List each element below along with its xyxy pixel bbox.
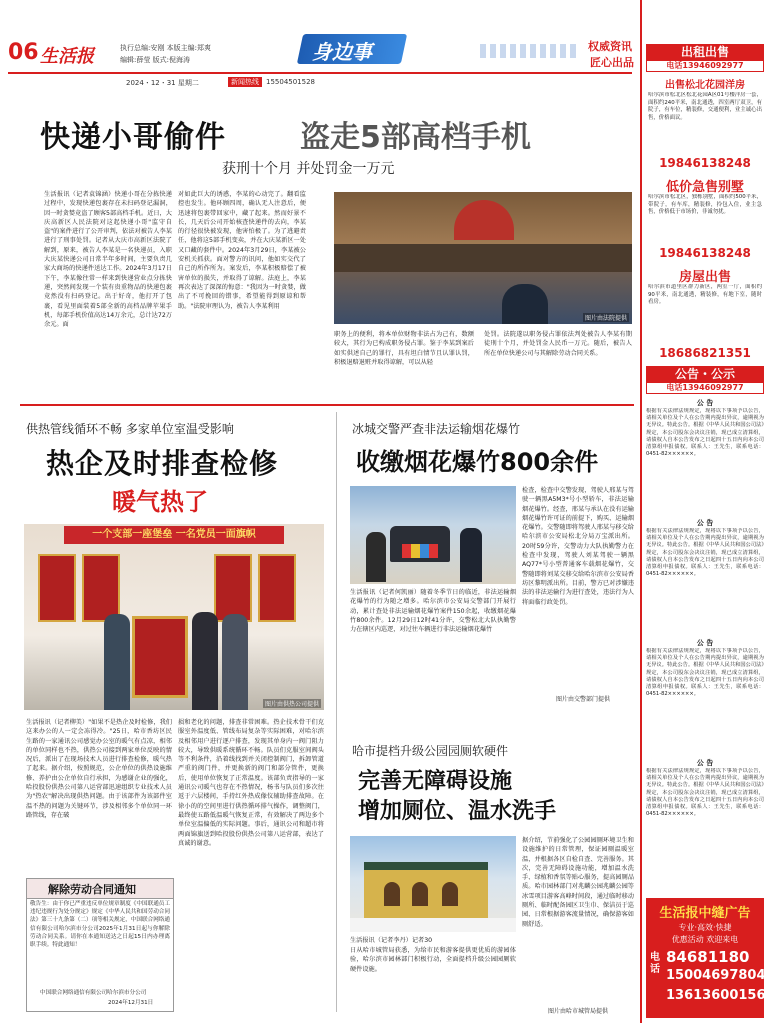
story3-kicker: 冰城交警严查非法运输烟花爆竹 xyxy=(352,422,521,436)
ad-big-1: 生活报中缝广告 xyxy=(659,906,751,921)
rent-head: 出租出售 xyxy=(646,44,764,60)
notice-label-2: 公 告 xyxy=(696,519,714,527)
pennant-1 xyxy=(38,554,76,622)
house-phone: 18686821351 xyxy=(659,346,751,360)
hotline-number: 15504501528 xyxy=(266,78,315,86)
story1-col1: 生活报讯（记者袁锦涵）快递小哥在分拣快递过程中，发现快递包裹存在未扫码登记漏洞，因一时贪婪竟盗了顾客5部高档手机。近日，大庆高新区人民法院对这起快递小哥"监守自盗"的案件进行了公开审判，依法对被告人李某进行了刑事处罚。记者从大庆市高新区法院了解到，原来，被告人李某是一名快递员，入职大庆某快递公司日常半年多时间，主要负责几家大商场的快递件送达工作。2024年3月17日下午，李某像往常一样来到快递营业点分拣快递，突然间发现一个装有贵重物品的快递包裹竟然没有扫码登记。出于好奇，他打开了包裹，看见里面装着5部全新的高档品牌苹果手机，每部手机价值高达14万余元，总计达72万余元。面 xyxy=(44,191,172,329)
restroom-door-2 xyxy=(412,882,428,906)
story4-title-2: 增加厕位、温水洗手 xyxy=(358,799,557,824)
restroom-door-1 xyxy=(384,882,400,906)
worker-figure-2 xyxy=(192,612,218,710)
header-rule xyxy=(8,72,632,74)
notice-body-3: 根据有关法律法规规定，现将以下事项予以公告，请相关单位及个人在公告期内提出异议，逾期视为无异议。特此公告。根据《中华人民共和国公司法》规定，本公司股东会决议注销，现已成立清算组，请债权人自本公告发布之日起四十五日内向本公司清算组申报债权。联系人：王先生，联系电话：0451-82××××××。 xyxy=(646,648,764,698)
pennant-2 xyxy=(82,554,120,622)
worker-figure-3 xyxy=(222,614,248,710)
story3-title: 收缴烟花爆竹800余件 xyxy=(356,448,599,476)
story4-photo-caption: 图片由哈市城管局提供 xyxy=(548,1008,609,1015)
officer-figure xyxy=(366,532,386,582)
notice-label-4: 公 告 xyxy=(696,759,714,767)
pennant-3 xyxy=(214,554,252,622)
story1-col3: 职务上的便利，将本单位财物非法占为己有，数额较大，其行为已构成职务侵占罪。鉴于李某到案后如实供述自己的罪行，具有坦白情节且认罪认罚，积极退赔退赃并取得谅解，可以从轻 xyxy=(334,331,474,366)
judge-bench xyxy=(334,244,632,272)
divider-story1 xyxy=(20,404,634,406)
snow-ground xyxy=(350,918,516,932)
sidebar-divider xyxy=(640,0,642,1023)
story2-title-1: 热企及时排查检修 xyxy=(46,447,279,480)
notice-label-3: 公 告 xyxy=(696,639,714,647)
story4-lead: 生活报讯（记者李丹）记者30 xyxy=(350,937,433,944)
notice-label-1: 公 告 xyxy=(696,399,714,407)
house-body: 哈尔滨市道里区群力新区，两室一厅，面积约90平米，南北通透，精装修，有地下室，随时看房。 xyxy=(648,284,762,306)
ad-phone-3: 13613600156 xyxy=(666,988,766,1003)
story1-col2: 对如此巨大的诱惑，李某的心动完了。翻看监控也发生。他环顾四周，确认无人注意后，便迅速将包裹带回家中，藏了起来。然而好景不长，几天后公司开始核查快递件的去向，李某的行径很快被发现，他害怕极了。为了逃避责任，他将这5部手机变卖，并在大庆某新区一处又口藏的套件中。2024年3月29日，李某被公安机关抓获。面对警方的讯问，他如实交代了自己的所作所为。案发后，李某积极赔偿了被害单位的损失，并取得了谅解。法庭上，李某再次表达了深深的悔意："我因为一时贪婪，做出了不可挽回的错事，希望能得到原谅和帮助。"法院审理认为，被告人李某利用 xyxy=(178,191,306,310)
pennant-4 xyxy=(258,554,296,622)
story1-title-black: 快递小哥偷件 xyxy=(40,120,226,155)
notice-body: 敬告生：由于你已严重违反单位规章制度《中国联通员工违纪违规行为处分规定》规定《中华人民共和国劳动合同法》第三十九条第（二）项等相关规定，中国联合网络通信有限公司哈尔滨市分公司2025年1月31日起与你解除劳动合同关系。请你在本通知送达之日起15日内办理离职手续。特此通知！ xyxy=(30,901,170,949)
story1-subtitle: 获刑十个月 并处罚金一万元 xyxy=(222,161,395,177)
party-banner: 一个支部一座堡垒 一名党员一面旗帜 xyxy=(64,526,284,544)
editor-info: 执行总编:安刚 本版主编:郑爽 xyxy=(120,44,211,52)
low-head: 低价急售别墅 xyxy=(665,180,744,195)
page-number: 06 xyxy=(8,40,39,65)
notice-body-2: 根据有关法律法规规定，现将以下事项予以公告，请相关单位及个人在公告期内提出异议，逾期视为无异议。特此公告。根据《中华人民共和国公司法》规定，本公司股东会决议注销，现已成立清算组，请债权人自本公告发布之日起四十五日内向本公司清算组申报债权。联系人：王先生，联系电话：0451-82××××××。 xyxy=(646,528,764,578)
story2-kicker: 供热管线循环不畅 多家单位室温受影响 xyxy=(26,422,234,436)
ad-phone-2: 15004697804 xyxy=(666,968,766,983)
low-phone: 19846138248 xyxy=(659,246,751,260)
column-divider xyxy=(336,412,337,1012)
story3-photo-caption: 图片由交警部门提供 xyxy=(556,696,611,703)
heating-photo xyxy=(24,524,324,710)
story4-col2: 据介绍，节前强化了公园园厕环境卫生和设施维护的日常管理，保证园厕温暖室温，并根据各区自检自查、完善服务。其次，完善无障碍设施功能，增加温水洗手、绿植和香氛等贴心服务，提高园厕品质。哈市园林部门对兆麟公园兆麟公园等冰雪项目游客高峰时间段，通过临时移动厕所、临时配备园区卫生巾、保洁员于巡园、日常根据游客流量情况，确保游客如厕舒适。 xyxy=(522,837,634,928)
officer-figure-2 xyxy=(460,528,482,582)
house-head: 房屋出售 xyxy=(678,270,731,285)
notice-body-4: 根据有关法律法规规定，现将以下事项予以公告，请相关单位及个人在公告期内提出异议，逾期视为无异议。特此公告。根据《中华人民共和国公司法》规定，本公司股东会决议注销，现已成立清算组，请债权人自本公告发布之日起四十五日内向本公司清算组申报债权。联系人：王先生，联系电话：0451-82××××××。 xyxy=(646,768,764,818)
story2-col1: 生活报讯（记者柳美）"如果不是热企及时检修，我们这来办公的人一定会冻得冷。"25日，哈市香坊区民生路的一家通讯公司感觉办公室的暖气有点凉，相邻的单位同样也不热，供热公司接到两家单位反映的情况后，派出了在现场技术人员进行排查检修，暖气热了起来。据介绍，按照规范，公企单位的供热设施维修、养护由公企单位自行承担，为感谢企业的强化，哈投股份供热公司第八运营部迅速组织专业技术人员为"热农"解决出现供热问题。由于该部件为该部件室温不热的问题为关键环节，涉及相邻多个单位同一环路管线，存在破 xyxy=(26,719,172,819)
notice-head: 公告・公示 xyxy=(646,366,764,382)
ad-big-3: 优惠活动 欢迎来电 xyxy=(671,935,739,944)
notice-phone: 电话13946092977 xyxy=(646,382,764,394)
issue-date: 2024・12・31 星期二 xyxy=(126,79,199,87)
story4-title-1: 完善无障碍设施 xyxy=(358,769,513,794)
fireworks-photo xyxy=(350,486,516,584)
low-body: 哈尔滨市松北区，独栋别墅，面积约500平米，带院子，有车库，精装修，拎包入住，业主急售，价格低于市场价，非诚勿扰。 xyxy=(648,194,762,216)
story4-kicker: 哈市提档升级公园园厕软硬件 xyxy=(352,744,509,758)
restroom-door-3 xyxy=(442,882,458,906)
firework-boxes xyxy=(402,544,438,558)
rent-phone: 电话13946092977 xyxy=(646,60,764,72)
award-pennant xyxy=(132,616,188,698)
ad-phone-label: 电话 xyxy=(650,952,660,975)
story1-title-gray: 盗走5部高档手机 xyxy=(300,120,531,155)
worker-figure-1 xyxy=(104,614,130,710)
defendant-figure xyxy=(502,284,548,324)
notice-signature: 中国联合网络通信有限公司哈尔滨市分公司 xyxy=(40,990,147,996)
notices-area xyxy=(646,398,764,892)
story3-col1: 生活报讯（记者何凯丽）随着冬季节日的临近，非法运输烟花爆竹的行为随之增多。哈尔滨市公安局交警部门开展行动，累计查处非法运输烟花爆竹案件150余起，收缴烟花爆竹800余件。12月29日12时41分许，交警松北大队执勤警力在辖区内巡逻，对过往车辆进行非法运输烟花爆竹 xyxy=(350,589,516,634)
notice-date: 2024年12月31日 xyxy=(108,1000,154,1006)
story3-col2: 检查，检查中交警发现，驾驶人邢某与驾驶一辆黑A5M3*号小型轿车，非法运输烟花爆竹。经查，邢某与承认在没有运输烟花爆竹许可证的前提下，购买、运输烟花爆竹。交警随即将驾驶人邢某与移交给哈尔滨市公安局松北分局万宝派出所。20时59分许，交警动力大队执勤警力在检查中发现，驾驶人刘某驾驶一辆黑AQ77*号小型普通客车载烟花爆竹，交警随即将刘某交移交给哈尔滨市公安局香坊区黎明派出所。目前，警方已对涉嫌违法的非法运输行为进行查处，违法行为人将面临行政处罚。 xyxy=(522,487,634,606)
notice-body-1: 根据有关法律法规规定，现将以下事项予以公告，请相关单位及个人在公告期内提出异议，逾期视为无异议。特此公告。根据《中华人民共和国公司法》规定，本公司股东会决议注销，现已成立清算组，请债权人自本公告发布之日起四十五日内向本公司清算组申报债权。联系人：王先生，联系电话：0451-82××××××。 xyxy=(646,408,764,458)
hotline-label: 新闻热线 xyxy=(228,77,262,87)
story2-col2: 损和老化的问题，排查非常困难。热企技术骨干们克服室外温度低、管线布局复杂等实际困难，对哈尔滨及相邻用户进行逐户排查，发现其单身内一阀门阻力较大，导致供暖系统循环不畅。队员们克服室间阀头等不利条件，沿着线找到并关闭控制阀门，拆卸管道严重的阀门件，并更换新的阀门和部分管件，更换后，使用单位恢复了正常温度。该部负责指导的一家通讯公司暖气也存在不热情况，杨书与队员们多次往返于六层楼间，手持红外热成像仪辅助排查故障。在徐小的的空间里进行供热循环排气操作，调整阀门，最终使五路低温暖气恢复正常，有效解决了两边多个单位室温偏低的实际问题。事后，通讯公司和超市将两面锦旗送到哈投股份供热公司第八运营部，表达了真诚的谢意。 xyxy=(178,719,324,847)
restroom-photo xyxy=(350,836,516,932)
story2-photo-caption: 图片由供热公司提供 xyxy=(264,701,319,708)
slogan-2: 匠心出品 xyxy=(590,56,634,69)
ad-big-2: 专业·高效·快捷 xyxy=(678,923,732,932)
notice-title: 解除劳动合同通知 xyxy=(48,883,136,896)
story1-photo-caption: 图片由法院提供 xyxy=(584,315,627,322)
story1-col4: 处罚。法院遂以职务侵占罪依法判处被告人李某有期徒刑十个月，并处罚金人民币一万元。随后，被告人所在单位快递公司与其解除劳动合同关系。 xyxy=(484,331,632,357)
ad-phone-1: 84681180 xyxy=(666,948,750,966)
story2-title-2: 暖气热了 xyxy=(112,488,208,516)
rent-phone-2: 19846138248 xyxy=(659,156,751,170)
rent-title: 出售松北花园洋房 xyxy=(665,80,745,91)
story4-col1: 日从哈市城管局获悉，为给市民和游客提供更优质的游园体验，哈尔滨市园林部门积极行动，全面提档升级公园园厕软硬件设施。 xyxy=(350,947,516,973)
brand-logo: 生活报 xyxy=(40,46,94,67)
section-title: 身边事 xyxy=(312,40,372,64)
slogan-1: 权威资讯 xyxy=(588,40,632,53)
checker-info: 编辑:薛莹 版式:倪海涛 xyxy=(120,56,190,64)
header-decoration xyxy=(480,44,580,58)
court-photo xyxy=(334,192,632,324)
rent-body: 哈尔滨市松北区松北花园A区01号楼洋房一套，面积约240平米，南北通透，四室两厅双卫，有院子，有车位，精装修，交通便利，业主诚心出售，价格面议。 xyxy=(648,92,762,121)
court-emblem xyxy=(454,200,514,240)
